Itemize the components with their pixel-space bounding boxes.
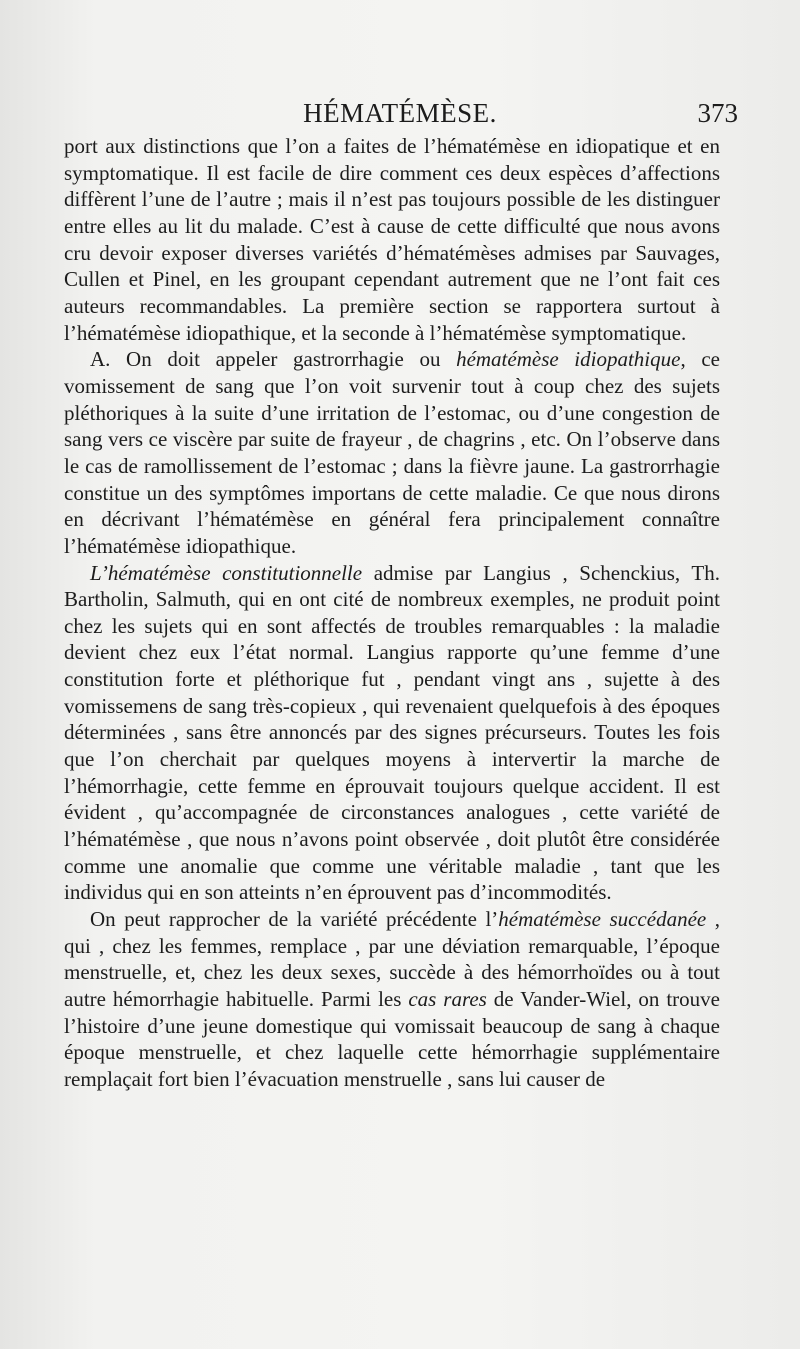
body-text [64, 133, 720, 1093]
paragraph-succedanee [64, 906, 720, 1093]
running-head [62, 93, 738, 133]
text-run: , ce vomissement de sang que l’on voit survenir tout à coup chez des sujets pléthoriques à la suite d’une irritation de l’estomac, ou d’une congestion de sang vers ce viscère par suite de frayeur , de chagrins , etc. On l’observe dans le cas de ramollissement de l’estomac ; dans la fièvre jaune. La gastrorrhagie constitue un des symptômes importans de cette maladie. Ce que nous dirons en décrivant l’hématémèse en général fera principalement connaître l’hématémèse idiopathique. [64, 347, 720, 558]
text-run: admise par Langius , Schenckius, Th. Bartholin, Salmuth, qui en ont cité de nombreux exemples, ne produit point chez les sujets qui en sont affectés de troubles remarquables : la maladie devient chez eux l’état normal. Langius rapporte qu’une femme d’une constitution forte et pléthorique fut , pendant vingt ans , sujette à des vomissemens de sang très-copieux , qui revenaient quelquefois à des époques déterminées , sans être annoncés par des signes précurseurs. Toutes les fois que l’on cherchait par quelques moyens à intervertir la marche de l’hémorrhagie, cette femme en éprouvait toujours quelque accident. Il est évident , qu’accompagnée de circonstances analogues , cette variété de l’hématémèse , que nous n’avons point observée , doit plutôt être considérée comme une anomalie que comme une véritable maladie , tant que les individus qui en son atteints n’en éprouvent pas d’incommodités. [64, 560, 720, 905]
paragraph-gastrorrhagie [64, 346, 720, 559]
paragraph-continuation [64, 133, 720, 346]
page-number: 373 [697, 98, 738, 128]
text-run: port aux distinctions que l’on a faites de l’hématémèse en idiopatique et en symptomatique. Il est facile de dire comment ces deux espèces d’affections diffèrent l’une de l’autre ; mais il n’est pas toujours possible de les distinguer entre elles au lit du malade. C’est à cause de cette difficulté que nous avons cru devoir exposer diverses variétés d’hématémèses admises par Sauvages, Cullen et Pinel, en les groupant cependant autrement que ne l’ont fait ces auteurs recommandables. La première section se rapportera surtout à l’hématémèse idiopathique, et la seconde à l’hématémèse symptomatique. [64, 134, 720, 345]
running-title: HÉMATÉMÈSE. [303, 98, 497, 128]
text-run: A. On doit appeler gastrorrhagie ou [90, 347, 457, 372]
italic-term: hématémèse idiopathique [456, 347, 681, 372]
text-run: , qui , chez les femmes, remplace , par une déviation remarquable, l’époque menstruelle, et, chez les deux sexes, succède à des hémorrhoïdes ou à tout autre hémorrhagie habituelle. Parmi les [64, 907, 720, 1011]
text-run: On peut rapprocher de la variété précédente l’ [90, 907, 499, 932]
italic-term: L’hématémèse constitutionnelle [90, 560, 363, 585]
text-run: de Vander-Wiel, on trouve l’histoire d’une jeune domestique qui vomissait beaucoup de sang à chaque époque menstruelle, et chez laquelle cette hémorrhagie supplémentaire remplaçait fort bien l’évacuation menstruelle , sans lui causer de [64, 987, 720, 1091]
italic-term: hématémèse succédanée [498, 907, 707, 932]
paragraph-constitutionnelle [64, 560, 720, 907]
italic-term: cas rares [408, 987, 487, 1011]
